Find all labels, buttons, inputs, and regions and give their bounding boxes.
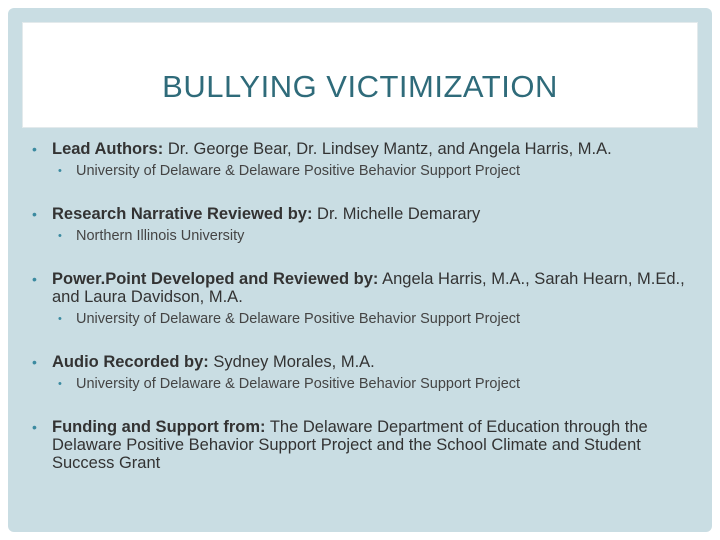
bullet-icon: •: [32, 419, 37, 435]
sub-item-text: University of Delaware & Delaware Positive Behavior Support Project: [76, 376, 521, 392]
sub-bullet-line: [30, 228, 710, 244]
sub-bullet-icon: •: [58, 230, 62, 242]
sub-item-text: University of Delaware & Delaware Positive Behavior Support Project: [76, 163, 521, 179]
item-label: Lead Authors:: [52, 140, 164, 158]
bullet-icon: •: [32, 141, 37, 157]
sub-bullet-icon: •: [58, 313, 62, 325]
item-text: Dr. George Bear, Dr. Lindsey Mantz, and Angela Harris, M.A.: [163, 140, 612, 158]
sub-item-text: Northern Illinois University: [76, 228, 245, 244]
list-item: [30, 418, 710, 472]
list-item: [30, 140, 710, 179]
bullet-icon: •: [32, 206, 37, 222]
item-label: Research Narrative Reviewed by:: [52, 205, 313, 223]
title-box: [22, 22, 698, 128]
bullet-line: [30, 418, 692, 472]
item-label: Audio Recorded by:: [52, 353, 209, 371]
sub-bullet-icon: •: [58, 378, 62, 390]
sub-bullet-icon: •: [58, 165, 62, 177]
slide-title: BULLYING VICTIMIZATION: [162, 69, 558, 104]
bullet-icon: •: [32, 354, 37, 370]
item-text: Dr. Michelle Demarary: [312, 205, 481, 223]
bullet-icon: •: [32, 271, 37, 287]
sub-bullet-line: [30, 376, 710, 392]
item-text: Angela Harris, M.A., Sarah Hearn, M.Ed., and Laura Davidson, M.A.: [52, 270, 685, 306]
item-text: Sydney Morales, M.A.: [208, 353, 375, 371]
list-item: [30, 205, 710, 244]
slide: [8, 8, 712, 532]
list-item: [30, 353, 710, 392]
item-text: The Delaware Department of Education through the Delaware Positive Behavior Support Project and the School Climate and Student Success Grant: [52, 418, 648, 472]
list-item: [30, 270, 710, 327]
bullet-line: [30, 140, 710, 158]
bullet-line: [30, 205, 710, 223]
item-label: Funding and Support from:: [52, 418, 266, 436]
bullet-line: [30, 353, 710, 371]
item-label: Power.Point Developed and Reviewed by:: [52, 270, 379, 288]
slide-content: [30, 140, 710, 472]
sub-item-text: University of Delaware & Delaware Positive Behavior Support Project: [76, 311, 521, 327]
sub-bullet-line: [30, 311, 710, 327]
sub-bullet-line: [30, 163, 710, 179]
bullet-line: [30, 270, 692, 306]
